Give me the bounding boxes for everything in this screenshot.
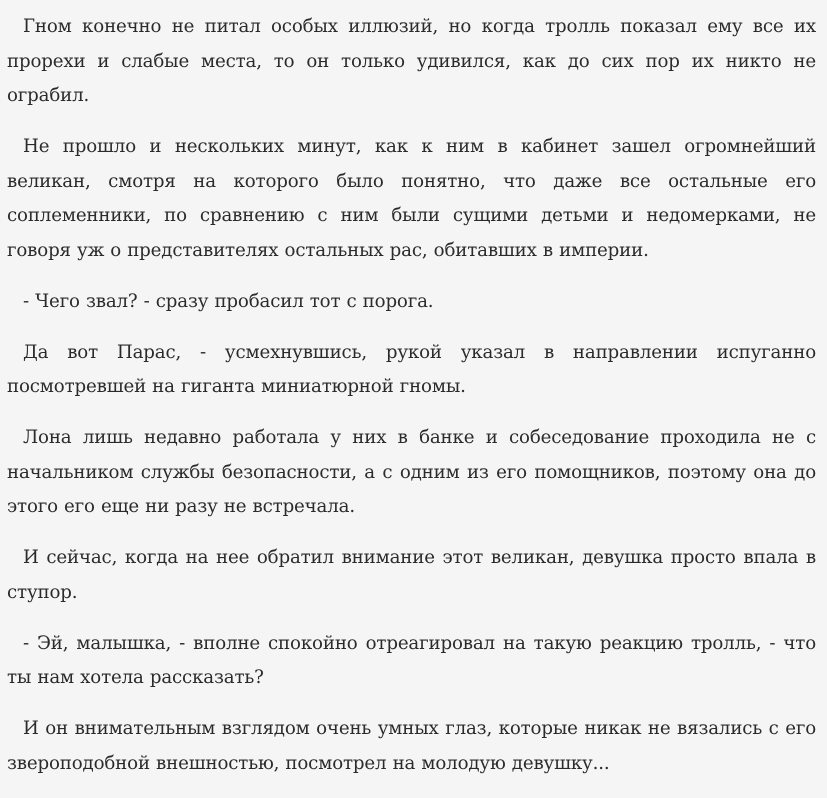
paragraph-1: Гном конечно не питал особых иллюзий, но когда тролль показал ему все их прорехи и слабые места, то он только удивился, как до сих пор их никто не ограбил.	[7, 16, 816, 106]
paragraph-4: Да вот Парас, - усмехнувшись, рукой указал в направлении испуганно посмотревшей на гиганта миниатюрной гномы.	[7, 341, 816, 397]
paragraph-8: И он внимательным взглядом очень умных глаз, которые никак не вязались с его звероподобной внешностью, посмотрел на молодую девушку...	[7, 718, 816, 774]
book-text	[7, 10, 816, 798]
paragraph-7: - Эй, малышка, - вполне спокойно отреагировал на такую реакцию тролль, - что ты нам хотела рассказать?	[7, 632, 816, 688]
paragraph-5: Лона лишь недавно работала у них в банке и собеседование проходила не с начальником службы безопасности, а с одним из его помощников, поэтому она до этого его еще ни разу не встречала.	[7, 427, 816, 517]
paragraph-3: - Чего звал? - сразу пробасил тот с порога.	[23, 290, 434, 312]
paragraph-2: Не прошло и нескольких минут, как к ним в кабинет зашел огромнейший великан, смотря на которого было понятно, что даже все остальные его соплеменники, по сравнению с ним были сущими детьми и недомерками, не говоря уж о представителях остальных рас, обитавших в империи.	[7, 136, 816, 261]
paragraph-6: И сейчас, когда на нее обратил внимание этот великан, девушка просто впала в ступор.	[7, 547, 816, 603]
